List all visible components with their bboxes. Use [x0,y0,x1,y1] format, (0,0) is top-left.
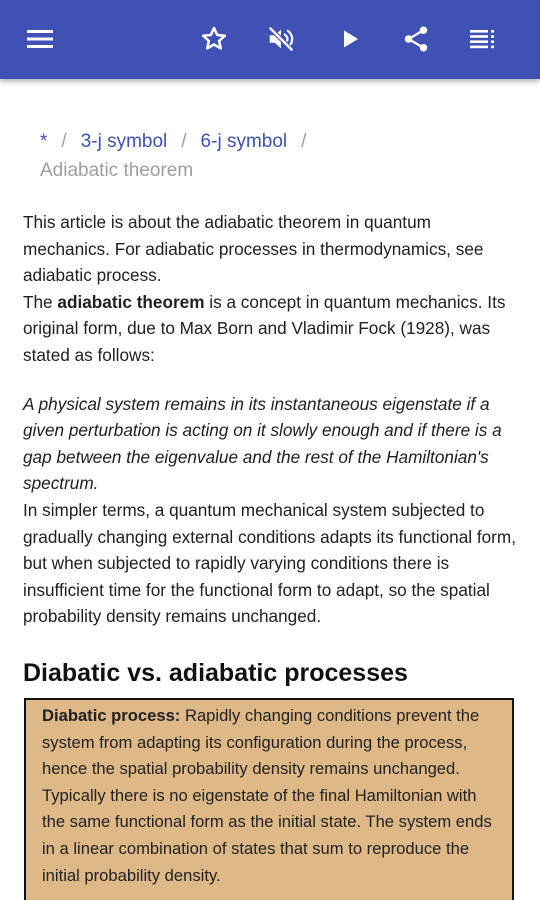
star-icon [199,24,229,54]
theorem-quote-text: A physical system remains in its instantaneous eigenstate if a given perturbation is acting on it slowly enough and if there is a gap between the eigenvalue and the rest of the Hamiltonian's spectrum. [23,393,502,494]
section-heading: Diabatic vs. adiabatic processes [23,659,408,687]
menu-icon [26,28,54,50]
article-body [23,209,519,630]
intro-bold-term: adiabatic theorem [57,291,205,312]
mute-button[interactable] [261,19,301,59]
simpler-terms-paragraph: In simpler terms, a quantum mechanical system subjected to gradually changing external conditions adapts its functional form, but when subjected to rapidly varying conditions there is insufficient time for the functional form to adapt, so the spatial probability density remains unchanged. [23,499,516,627]
table-of-contents-button[interactable] [463,19,503,59]
share-icon [401,24,431,54]
volume-off-icon [266,24,296,54]
share-button[interactable] [396,19,436,59]
intro-paragraph [23,289,519,369]
breadcrumb-separator: / [61,131,67,152]
article-content [0,79,540,900]
diabatic-process-box [24,698,514,900]
breadcrumb-separator: / [181,131,187,152]
intro-prefix: The [23,291,58,312]
play-icon [339,28,361,50]
app-bar [0,0,540,79]
paragraph-gap [23,369,519,391]
infobox-label: Diabatic process: [42,706,181,725]
menu-button[interactable] [20,19,60,59]
hatnote: This article is about the adiabatic theorem in quantum mechanics. For adiabatic processes in thermodynamics, see adiabatic process. [23,212,484,286]
theorem-quote [23,391,519,497]
intro-suffix: is a concept in quantum mechanics. Its original form, due to Max Born and Vladimir Fock (1928), was stated as follows: [23,291,506,365]
toc-list-icon [469,28,497,50]
breadcrumb [40,127,500,185]
breadcrumb-current-page: Adiabatic theorem [40,160,194,181]
play-button[interactable] [330,19,370,59]
infobox-text: Rapidly changing conditions prevent the system from adapting its configuration during the process, hence the spatial probability density remains unchanged. Typically there is no eigenstate of the final Hamiltonian with the same functional form as the initial state. The system ends in a linear combination of states that sum to reproduce the initial probability density. [42,706,492,885]
favorite-button[interactable] [194,19,234,59]
breadcrumb-separator: / [301,131,307,152]
breadcrumb-item-6j-symbol[interactable]: 6-j symbol [200,131,288,152]
breadcrumb-item-home[interactable]: * [40,131,48,152]
breadcrumb-item-3j-symbol[interactable]: 3-j symbol [80,131,168,152]
